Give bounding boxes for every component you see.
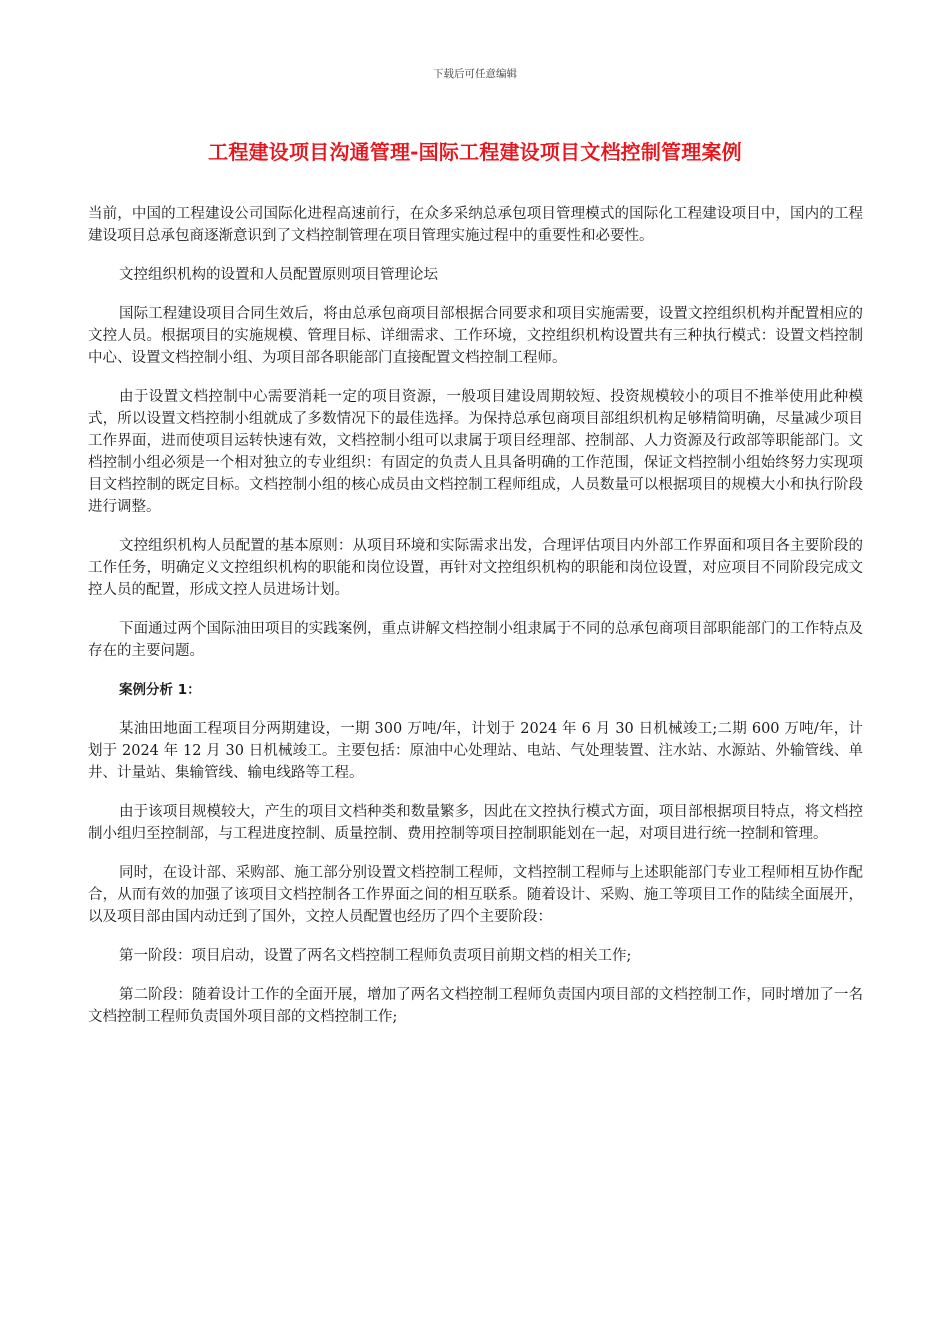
paragraph: 国际工程建设项目合同生效后，将由总承包商项目部根据合同要求和项目实施需要，设置文控组织机构并配置相应的文控人员。根据项目的实施规模、管理目标、详细需求、工作环境，文控组织机构设置共有三种执行模式：设置文档控制中心、设置文档控制小组、为项目部各职能部门直接配置文档控制工程师。 [88, 306, 863, 366]
paragraph: 文控组织机构人员配置的基本原则：从项目环境和实际需求出发，合理评估项目内外部工作界面和项目各主要阶段的工作任务，明确定义文控组织机构的职能和岗位设置，再针对文控组织机构的职能和岗位设置，对应项目不同阶段完成文控人员的配置，形成文控人员进场计划。 [88, 538, 863, 598]
paragraph-intro: 当前，中国的工程建设公司国际化进程高速前行，在众多采纳总承包项目管理模式的国际化工程建设项目中，国内的工程建设项目总承包商逐渐意识到了文档控制管理在项目管理实施过程中的重要性和必要性。 [88, 206, 863, 244]
paragraph: 由于该项目规模较大，产生的项目文档种类和数量繁多，因此在文控执行模式方面，项目部根据项目特点，将文档控制小组归至控制部，与工程进度控制、质量控制、费用控制等项目控制职能划在一起，对项目进行统一控制和管理。 [88, 804, 863, 842]
paragraph-stage-2: 第二阶段：随着设计工作的全面开展，增加了两名文档控制工程师负责国内项目部的文档控制工作，同时增加了一名文档控制工程师负责国外项目部的文档控制工作; [88, 987, 863, 1025]
paragraph: 由于设置文档控制中心需要消耗一定的项目资源，一般项目建设周期较短、投资规模较小的项目不推举使用此种模式，所以设置文档控制小组就成了多数情况下的最佳选择。为保持总承包商项目部组织机构足够精简明确，尽量减少项目工作界面，进而使项目运转快速有效，文档控制小组可以隶属于项目经理部、控制部、人力资源及行政部等职能部门。文档控制小组必须是一个相对独立的专业组织：有固定的负责人且具备明确的工作范围，保证文档控制小组始终努力实现项目文档控制的既定目标。文档控制小组的核心成员由文档控制工程师组成，人员数量可以根据项目的规模大小和执行阶段进行调整。 [88, 389, 863, 515]
paragraph-stage-1: 第一阶段：项目启动，设置了两名文档控制工程师负责项目前期文档的相关工作; [119, 948, 632, 964]
paragraph: 下面通过两个国际油田项目的实践案例，重点讲解文档控制小组隶属于不同的总承包商项目部职能部门的工作特点及存在的主要问题。 [88, 621, 863, 659]
document-title: 工程建设项目沟通管理-国际工程建设项目文档控制管理案例 [208, 140, 742, 164]
header-note: 下载后可任意编辑 [433, 68, 517, 80]
document-body [88, 203, 863, 1045]
paragraph-section-heading: 文控组织机构的设置和人员配置原则项目管理论坛 [119, 267, 438, 283]
paragraph: 同时，在设计部、采购部、施工部分别设置文档控制工程师，文档控制工程师与上述职能部门专业工程师相互协作配合，从而有效的加强了该项目文档控制各工作界面之间的相互联系。随着设计、采购、施工等项目工作的陆续全面展开，以及项目部由国内动迁到了国外，文控人员配置也经历了四个主要阶段： [88, 865, 863, 925]
case-heading: 案例分析 1： [119, 682, 201, 698]
paragraph: 某油田地面工程项目分两期建设，一期 300 万吨/年，计划于 2024 年 6 月 30 日机械竣工;二期 600 万吨/年，计划于 2024 年 12 月 30 日机械竣工。主要包括：原油中心处理站、电站、气处理装置、注水站、水源站、外输管线、单井、计量站、集输管线、输电线路等工程。 [88, 721, 863, 781]
